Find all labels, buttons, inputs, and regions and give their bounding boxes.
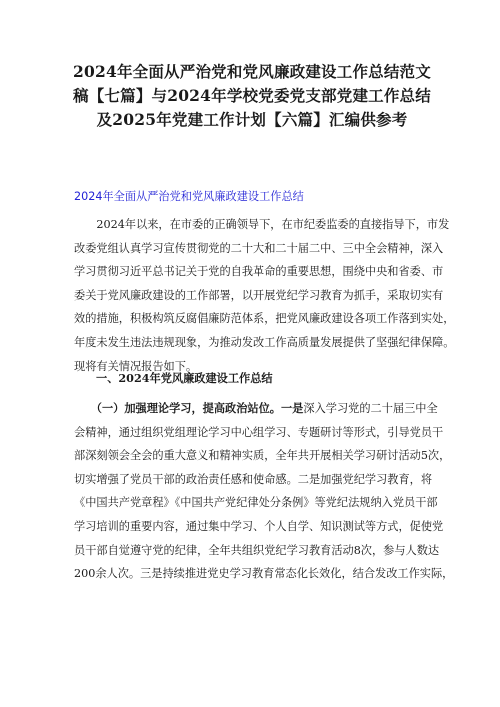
body-paragraph bbox=[74, 397, 454, 586]
paragraph-line: 效的措施，积极构筑反腐倡廉防范体系，把党风廉政建设各项工作落到实处， bbox=[74, 312, 455, 326]
paragraph-line: 学习贯彻习近平总书记关于党的自我革命的重要思想，围绕中央和省委、市 bbox=[74, 265, 444, 279]
intro-paragraph bbox=[74, 213, 455, 378]
paragraph-line: 委关于党风廉政建设的工作部署，以开展党纪学习教育为抓手，采取切实有 bbox=[74, 288, 444, 302]
paragraph-line: 会精神，通过组织党组理论学习中心组学习、专题研讨等形式，引导党员干 bbox=[74, 425, 444, 439]
list-marker: 一是 bbox=[280, 401, 304, 415]
paragraph-line: 200余人次。三是持续推进党史学习教育常态化长效化，结合发改工作实际， bbox=[74, 567, 454, 581]
paragraph-line: 《中国共产党章程》《中国共产党纪律处分条例》等党纪法规纳入党员干部 bbox=[74, 496, 438, 510]
title-line: 2024年全面从严治党和党风廉政建设工作总结范文 bbox=[73, 62, 431, 81]
paragraph-text: 深入学习党的二十届三中全 bbox=[303, 402, 438, 415]
section-heading: 一、2024年党风廉政建设工作总结 bbox=[96, 371, 273, 385]
title-line: 稿【七篇】与2024年学校党委党支部党建工作总结 bbox=[73, 86, 431, 105]
title-line: 及2025年党建工作计划【六篇】汇编供参考 bbox=[96, 110, 408, 129]
paragraph-line: 改委党组认真学习宣传贯彻党的二十大和二十届二中、三中全会精神，深入 bbox=[74, 241, 444, 255]
paragraph-line: 员干部自觉遵守党的纪律，全年共组织党纪学习教育活动8次，参与人数达 bbox=[74, 543, 440, 557]
paragraph-line: 切实增强了党员干部的政治责任感和使命感。二是加强党纪学习教育，将 bbox=[74, 472, 433, 486]
document-title bbox=[52, 60, 452, 132]
paragraph-line: 学习培训的重要内容，通过集中学习、个人自学、知识测试等方式，促使党 bbox=[74, 519, 444, 533]
paragraph-line: 现将有关情况报告如下。 bbox=[74, 359, 198, 373]
subheading-text: （一）加强理论学习，提高政治站位。 bbox=[96, 401, 281, 415]
paragraph-line: 年度未发生违法违规现象，为推动发改工作高质量发展提供了坚强纪律保障。 bbox=[74, 335, 455, 349]
section-link[interactable]: 2024年全面从严治党和党风廉政建设工作总结 bbox=[74, 190, 304, 203]
paragraph-line: 2024年以来，在市委的正确领导下，在市纪委监委的直接指导下，市发 bbox=[74, 218, 450, 231]
paragraph-line bbox=[74, 397, 438, 421]
paragraph-line: 部深刻领会全会的重大意义和精神实质，全年共开展相关学习研讨活动5次， bbox=[74, 449, 451, 463]
